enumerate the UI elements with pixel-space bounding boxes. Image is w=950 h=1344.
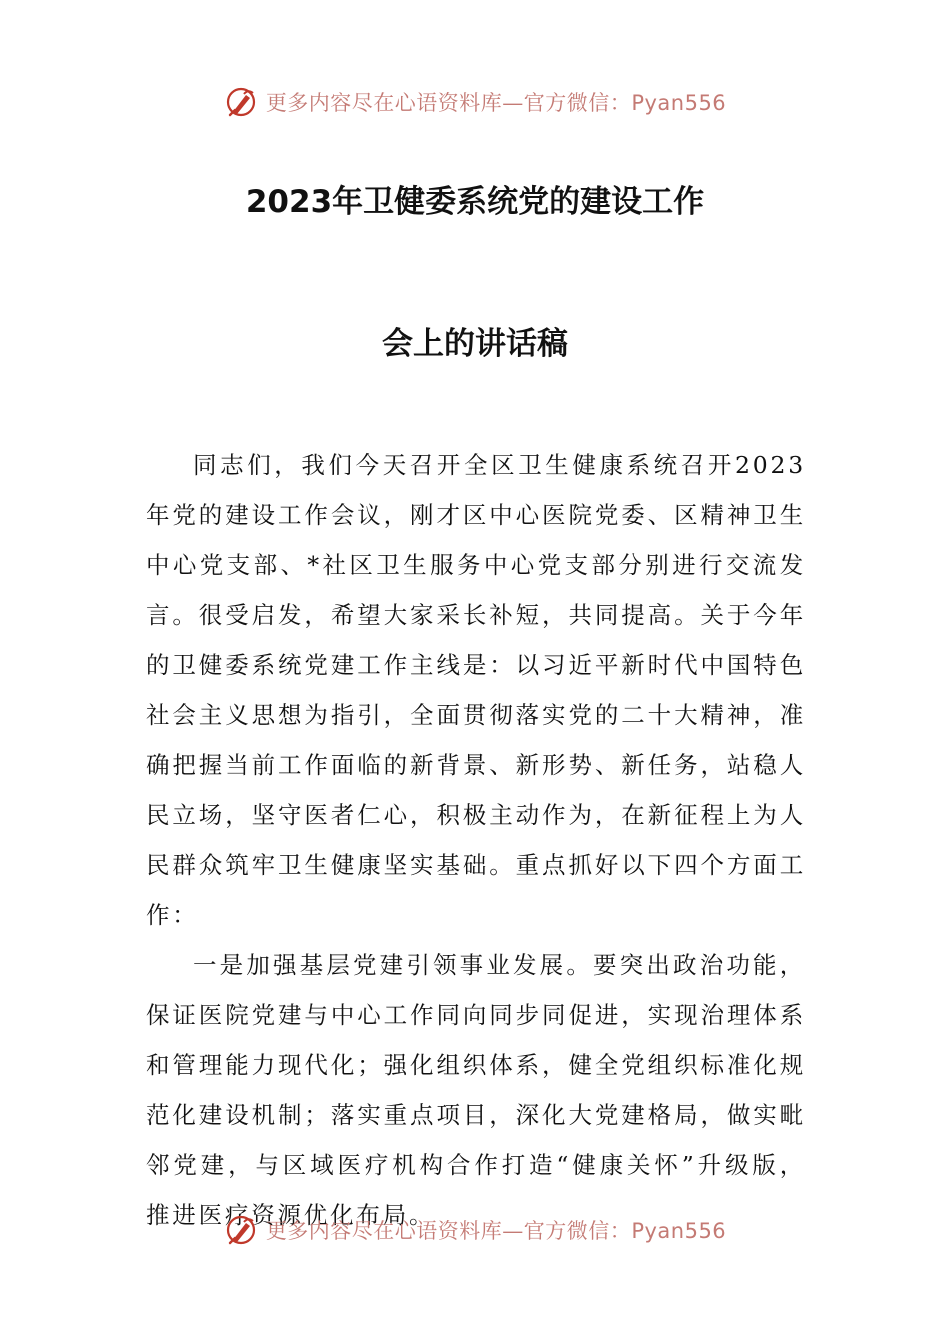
paragraph-1: 同志们，我们今天召开全区卫生健康系统召开2023年党的建设工作会议，刚才区中心医院党委、区精神卫生中心党支部、*社区卫生服务中心党支部分别进行交流发言。很受启发，希望大家采长补短，共同提高。关于今年的卫健委系统党建工作主线是：以习近平新时代中国特色社会主义思想为指引，全面贯彻落实党的二十大精神，准确把握当前工作面临的新背景、新形势、新任务，站稳人民立场，坚守医者仁心，积极主动作为，在新征程上为人民群众筑牢卫生健康坚实基础。重点抓好以下四个方面工作： xyxy=(146,451,806,929)
watermark-text: 更多内容尽在心语资料库—官方微信：Pyan556 xyxy=(265,1219,727,1243)
paragraph-2: 一是加强基层党建引领事业发展。要突出政治功能，保证医院党建与中心工作同向同步同促进，实现治理体系和管理能力现代化；强化组织体系，健全党组织标准化规范化建设机制；落实重点项目，深化大党建格局，做实毗邻党建，与区域医疗机构合作打造“健康关怀”升级版，推进医疗资源优化布局。 xyxy=(146,951,806,1229)
document-title-line-2: 会上的讲话稿 xyxy=(382,326,568,362)
pen-nib-logo-icon xyxy=(224,1213,258,1247)
pen-nib-logo-icon xyxy=(224,85,258,119)
document-body xyxy=(146,440,806,1240)
watermark-text: 更多内容尽在心语资料库—官方微信：Pyan556 xyxy=(265,91,727,115)
footer-watermark xyxy=(0,1210,950,1250)
header-watermark xyxy=(0,82,950,122)
document-title-line-1: 2023年卫健委系统党的建设工作 xyxy=(245,184,705,220)
